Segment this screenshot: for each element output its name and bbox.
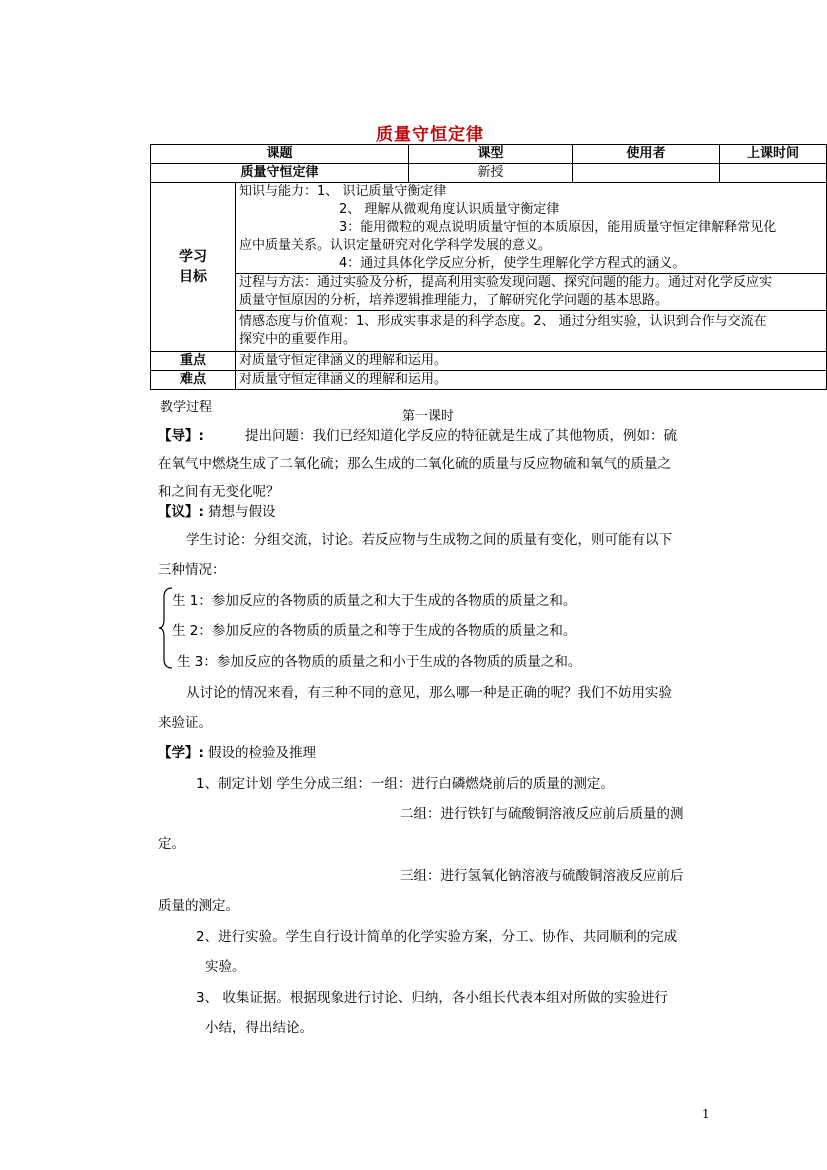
step-3-line-2: 小结，得出结论。 <box>205 1020 313 1036</box>
knowledge-line-1: 知识与能力：1、 识记质量守衡定律 <box>239 184 447 199</box>
goals-row-process <box>151 274 827 311</box>
document-title: 质量守恒定律 <box>376 125 484 145</box>
difficult-point-text: 对质量守恒定律涵义的理解和运用。 <box>236 371 827 390</box>
key-point-label: 重点 <box>151 352 236 371</box>
yi-line-2: 三种情况： <box>158 562 226 578</box>
step-2-line-1: 2、进行实验。学生自行设计简单的化学实验方案，分工、协作、共同顺利的完成 <box>196 929 678 945</box>
xue-tag: 【学】: <box>158 745 204 761</box>
table-header-row <box>151 145 827 164</box>
process-label: 教学过程 <box>160 400 213 415</box>
emotion-line-2: 探究中的重要作用。 <box>239 332 357 347</box>
dao-line-2: 在氧气中燃烧生成了二氧化硫；那么生成的二氧化硫的质量与反应物硫和氧气的质量之 <box>158 456 671 472</box>
goals-label <box>151 183 236 352</box>
yi-line-1: 学生讨论：分组交流，讨论。若反应物与生成物之间的质量有变化，则可能有以下 <box>186 532 672 548</box>
process-line-1: 过程与方法：通过实验及分析，提高利用实验发现问题、探究问题的能力。通过对化学反应实 <box>239 275 773 290</box>
knowledge-line-5: 4：通过具体化学反应分析，使学生理解化学方程式的涵义。 <box>339 256 686 271</box>
knowledge-line-2: 2、 理解从微观角度认识质量守衡定律 <box>339 202 560 217</box>
process-line-2: 质量守恒原因的分析，培养逻辑推理能力，了解研究化学问题的基本思路。 <box>239 293 669 308</box>
difficult-point-label: 难点 <box>151 371 236 390</box>
dao-line-3: 和之间有无变化呢？ <box>158 484 280 500</box>
step-1-line: 1、制定计划 学生分成三组：一组：进行白磷燃烧前后的质量的测定。 <box>196 776 614 792</box>
page-number: 1 <box>702 1107 710 1121</box>
student-2-guess: 生 2：参加反应的各物质的质量之和等于生成的各物质的质量之和。 <box>172 623 577 639</box>
difficult-point-row <box>151 371 827 390</box>
header-user: 使用者 <box>573 145 720 164</box>
time-value <box>720 164 827 183</box>
student-3-guess: 生 3：参加反应的各物质的质量之和小于生成的各物质的质量之和。 <box>177 654 582 670</box>
table-row <box>151 164 827 183</box>
header-time: 上课时间 <box>720 145 827 164</box>
dao-line-1: 提出问题：我们已经知道化学反应的特征就是生成了其他物质，例如：硫 <box>245 428 677 444</box>
knowledge-cell <box>236 183 827 274</box>
topic-value: 质量守恒定律 <box>151 164 409 183</box>
header-topic: 课题 <box>151 145 409 164</box>
knowledge-line-4: 应中质量关系。认识定量研究对化学科学发展的意义。 <box>239 238 552 253</box>
yi-tag: 【议】: <box>158 504 204 520</box>
goals-row-knowledge <box>151 183 827 274</box>
step-3-line-1: 3、 收集证据。根据现象进行讨论、归纳，各小组长代表本组对所做的实验进行 <box>196 990 668 1006</box>
step-1-group-2-line-1: 二组：进行铁钉与硫酸铜溶液反应前后质量的测 <box>400 806 684 822</box>
type-value: 新授 <box>409 164 573 183</box>
emotion-cell <box>236 311 827 352</box>
xue-title: 假设的检验及推理 <box>208 745 316 761</box>
step-1-group-3-line-1: 三组：进行氢氧化钠溶液与硫酸铜溶液反应前后 <box>400 868 684 884</box>
emotion-line-1: 情感态度与价值观：1、形成实事求是的科学态度。2、 通过分组实验，认识到合作与交流在 <box>239 314 767 329</box>
lesson-info-table <box>150 144 827 390</box>
user-value <box>573 164 720 183</box>
key-point-row <box>151 352 827 371</box>
header-type: 课型 <box>409 145 573 164</box>
step-1-group-2-line-2: 定。 <box>158 836 185 852</box>
step-2-line-2: 实验。 <box>205 959 246 975</box>
goals-row-emotion <box>151 311 827 352</box>
conclusion-line-2: 来验证。 <box>158 715 212 731</box>
lesson-label: 第一课时 <box>402 409 455 424</box>
goals-label-text: 学习目标 <box>179 249 207 285</box>
conclusion-line-1: 从讨论的情况来看，有三种不同的意见，那么哪一种是正确的呢？我们不妨用实验 <box>186 685 672 701</box>
step-1-group-3-line-2: 质量的测定。 <box>158 898 239 914</box>
dao-tag: 【导】: <box>158 428 204 444</box>
student-1-guess: 生 1：参加反应的各物质的质量之和大于生成的各物质的质量之和。 <box>172 593 577 609</box>
key-point-text: 对质量守恒定律涵义的理解和运用。 <box>236 352 827 371</box>
process-cell <box>236 274 827 311</box>
yi-title: 猜想与假设 <box>208 504 276 520</box>
knowledge-line-3: 3：能用微粒的观点说明质量守恒的本质原因，能用质量守恒定律解释常见化 <box>339 220 777 235</box>
